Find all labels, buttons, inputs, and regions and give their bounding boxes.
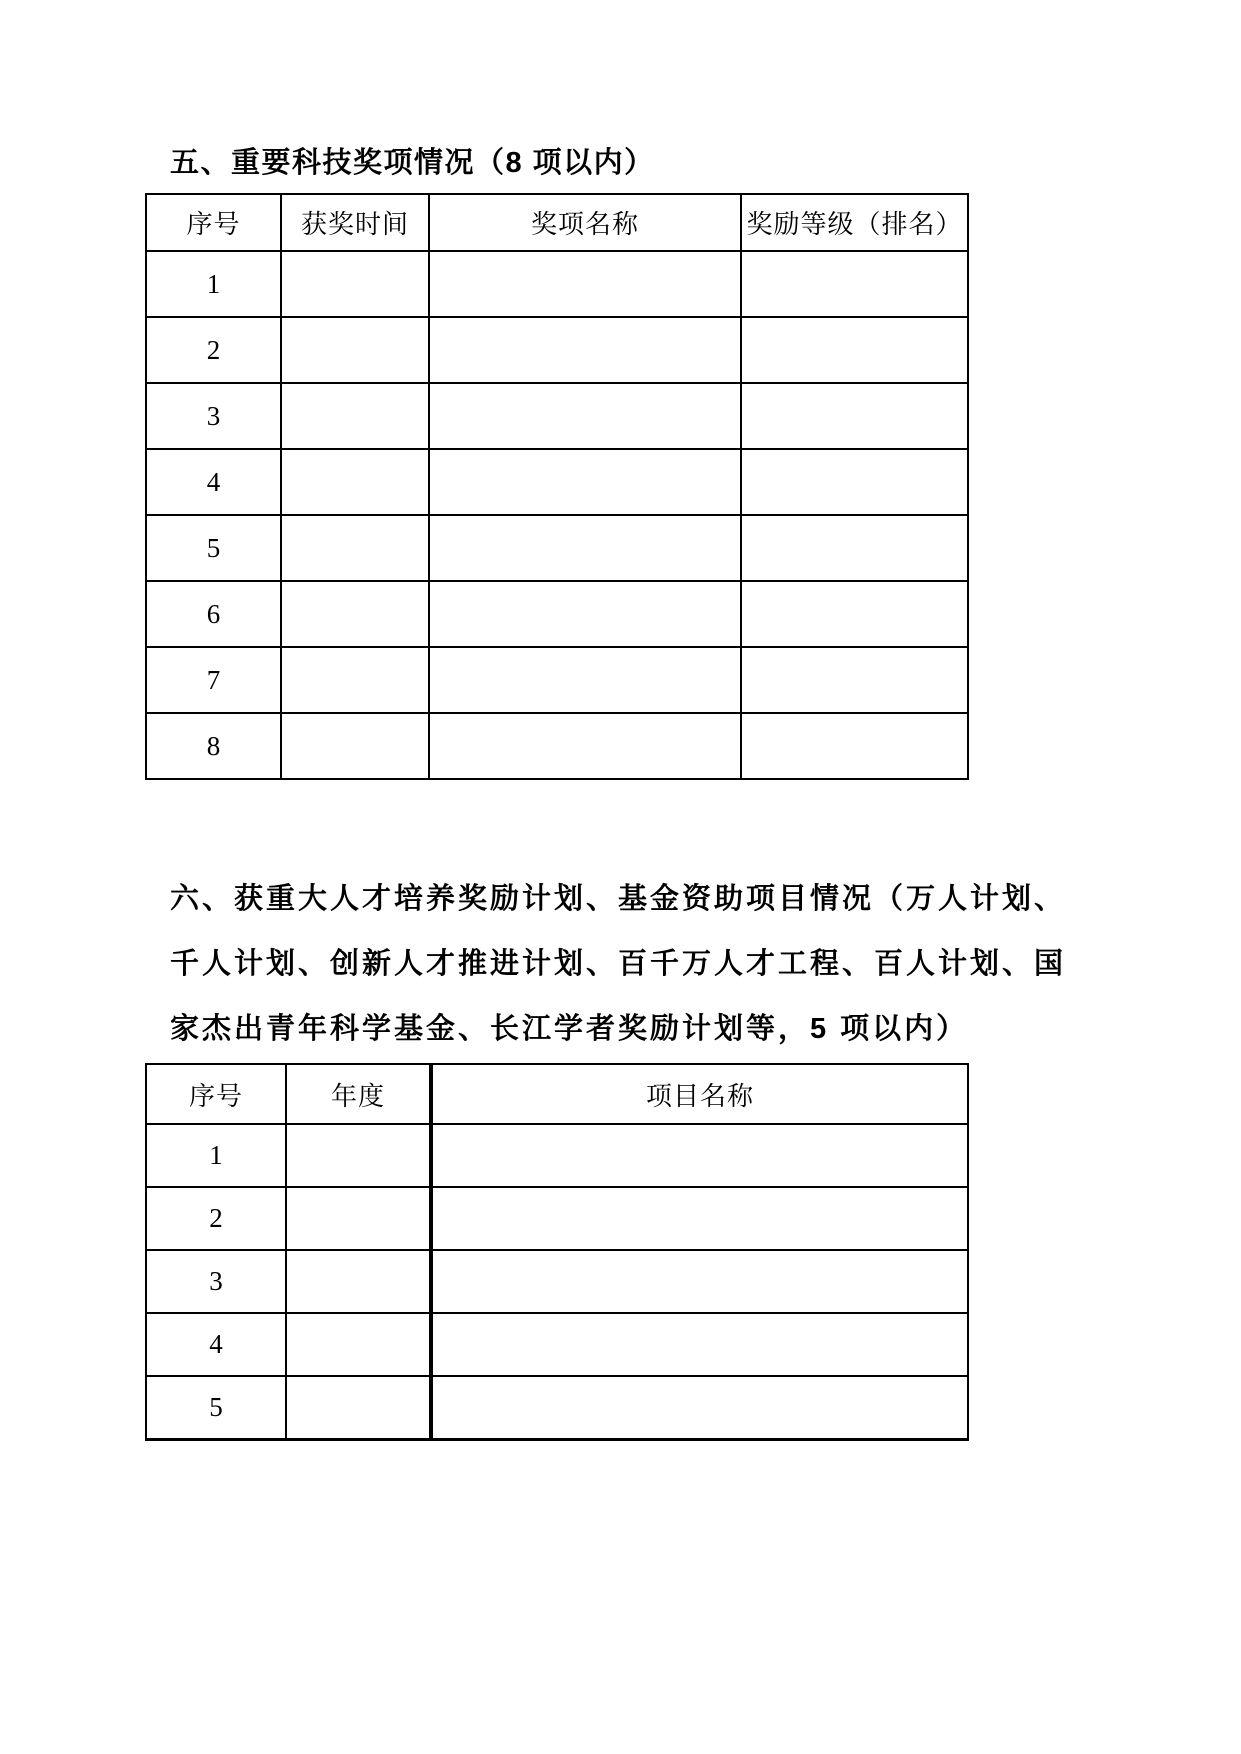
award-time-cell[interactable]	[281, 383, 429, 449]
project-name-cell[interactable]	[431, 1124, 968, 1187]
table-row	[146, 383, 968, 449]
talent-programs-table	[145, 1063, 969, 1441]
table-row	[146, 1313, 968, 1376]
year-cell[interactable]	[286, 1250, 431, 1313]
table-row	[146, 713, 968, 779]
award-name-cell[interactable]	[429, 449, 741, 515]
science-awards-table	[145, 193, 969, 780]
serial-number-cell: 4	[146, 449, 281, 515]
award-name-cell[interactable]	[429, 515, 741, 581]
col-header-project-name: 项目名称	[431, 1064, 968, 1124]
award-time-cell[interactable]	[281, 713, 429, 779]
section5-title: 五、重要科技奖项情况（8 项以内）	[170, 147, 655, 179]
award-name-cell[interactable]	[429, 647, 741, 713]
project-name-cell[interactable]	[431, 1313, 968, 1376]
table-row	[146, 449, 968, 515]
award-level-cell[interactable]	[741, 449, 968, 515]
serial-number-cell: 2	[146, 1187, 286, 1250]
table-row	[146, 251, 968, 317]
section6-title-line: 家杰出青年科学基金、长江学者奖励计划等，5 项以内）	[170, 1013, 969, 1045]
table-row	[146, 1376, 968, 1440]
serial-number-cell: 3	[146, 1250, 286, 1313]
award-level-cell[interactable]	[741, 713, 968, 779]
table-row	[146, 1124, 968, 1187]
award-level-cell[interactable]	[741, 317, 968, 383]
project-name-cell[interactable]	[431, 1250, 968, 1313]
project-name-cell[interactable]	[431, 1187, 968, 1250]
serial-number-cell: 1	[146, 1124, 286, 1187]
serial-number-cell: 3	[146, 383, 281, 449]
year-cell[interactable]	[286, 1187, 431, 1250]
serial-number-cell: 2	[146, 317, 281, 383]
serial-number-cell: 6	[146, 581, 281, 647]
award-level-cell[interactable]	[741, 383, 968, 449]
section6-title-line: 六、获重大人才培养奖励计划、基金资助项目情况（万人计划、	[170, 883, 1067, 915]
col-header-award-level: 奖励等级（排名）	[741, 194, 968, 251]
project-name-cell[interactable]	[431, 1376, 968, 1440]
award-name-cell[interactable]	[429, 317, 741, 383]
award-name-cell[interactable]	[429, 383, 741, 449]
award-time-cell[interactable]	[281, 647, 429, 713]
award-level-cell[interactable]	[741, 647, 968, 713]
table-row	[146, 317, 968, 383]
award-name-cell[interactable]	[429, 713, 741, 779]
year-cell[interactable]	[286, 1376, 431, 1440]
award-level-cell[interactable]	[741, 515, 968, 581]
award-time-cell[interactable]	[281, 251, 429, 317]
serial-number-cell: 4	[146, 1313, 286, 1376]
serial-number-cell: 5	[146, 515, 281, 581]
table-row	[146, 1250, 968, 1313]
section6-title-line: 千人计划、创新人才推进计划、百千万人才工程、百人计划、国	[170, 948, 1067, 980]
col-header-serial-number: 序号	[146, 1064, 286, 1124]
award-name-cell[interactable]	[429, 251, 741, 317]
award-time-cell[interactable]	[281, 449, 429, 515]
table-row	[146, 647, 968, 713]
section6-title	[170, 867, 1090, 1062]
awards-header-row	[146, 194, 968, 251]
table-row	[146, 1187, 968, 1250]
award-level-cell[interactable]	[741, 251, 968, 317]
year-cell[interactable]	[286, 1124, 431, 1187]
table-row	[146, 515, 968, 581]
award-name-cell[interactable]	[429, 581, 741, 647]
col-header-year: 年度	[286, 1064, 431, 1124]
serial-number-cell: 1	[146, 251, 281, 317]
col-header-award-name: 奖项名称	[429, 194, 741, 251]
serial-number-cell: 7	[146, 647, 281, 713]
programs-header-row	[146, 1064, 968, 1124]
serial-number-cell: 8	[146, 713, 281, 779]
award-time-cell[interactable]	[281, 317, 429, 383]
col-header-serial-number: 序号	[146, 194, 281, 251]
table-row	[146, 581, 968, 647]
serial-number-cell: 5	[146, 1376, 286, 1440]
award-time-cell[interactable]	[281, 581, 429, 647]
year-cell[interactable]	[286, 1313, 431, 1376]
award-time-cell[interactable]	[281, 515, 429, 581]
award-level-cell[interactable]	[741, 581, 968, 647]
col-header-award-time: 获奖时间	[281, 194, 429, 251]
